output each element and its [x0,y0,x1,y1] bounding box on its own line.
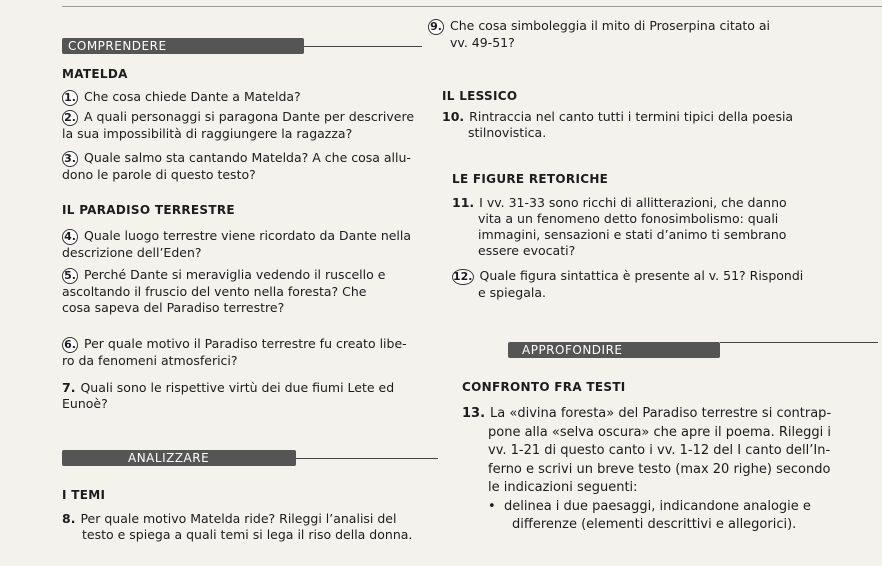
question-13-number: 13. [462,406,486,421]
question-13-line-3: vv. 1-21 di questo canto i vv. 1-12 del I canto dell’In- [488,443,831,458]
question-12-number: 12. [453,270,473,283]
confronto-heading: CONFRONTO FRA TESTI [462,380,626,394]
question-2-line-2: la sua impossibilità di raggiungere la ragazza? [62,126,353,141]
question-10-number: 10. [442,109,465,124]
question-7-number: 7. [62,380,76,395]
comprendere-section-bar [62,38,304,54]
question-5-line-2: ascoltando il fruscio del vento nella foresta? Che [62,284,367,299]
question-12 [452,268,872,301]
temi-heading: I TEMI [62,488,106,502]
approfondire-label: APPROFONDIRE [522,343,623,357]
question-7-line-1: Quali sono le rispettive virtù dei due fiumi Lete ed [80,380,395,395]
question-2 [62,109,434,142]
question-8-number: 8. [62,511,76,526]
question-11 [452,195,872,259]
question-11-number: 11. [452,195,475,210]
question-13 [462,405,874,535]
question-13-line-2: pone alla «selva oscura» che apre il poema. Rileggi i [488,424,831,440]
question-11-line-2: vita a un fenomeno detto fonosimbolismo: quali [478,211,779,226]
question-1-number: 1. [62,90,78,106]
matelda-heading: MATELDA [62,67,128,81]
analizzare-label: ANALIZZARE [128,451,210,465]
question-9 [428,18,868,51]
question-7-line-2: Eunoè? [62,396,108,411]
approfondire-rule [720,342,878,343]
question-13-bullet-line-2: differenze (elementi descrittivi e allegorici). [512,517,797,532]
comprendere-rule [304,46,422,47]
question-7 [62,380,434,412]
question-5-number: 5. [62,268,78,284]
question-6-line-1: Per quale motivo il Paradiso terrestre fu creato libe- [84,336,407,351]
question-13-line-5: le indicazioni seguenti: [488,480,638,495]
question-8-line-1: Per quale motivo Matelda ride? Rileggi l’analisi del [80,511,397,526]
question-11-line-4: essere evocati? [478,243,576,258]
analizzare-section-bar [62,450,296,466]
question-1 [62,89,434,106]
top-rule [62,6,882,7]
question-4-line-1: Quale luogo terrestre viene ricordato da Dante nella [84,228,412,243]
lessico-heading: IL LESSICO [442,89,518,103]
paradiso-heading: IL PARADISO TERRESTRE [62,203,235,217]
question-6 [62,336,434,369]
question-10-line-1: Rintraccia nel canto tutti i termini tipici della poesia [469,109,794,124]
bullet-marker: • [488,498,496,514]
question-9-line-2: vv. 49-51? [450,35,515,50]
question-4-line-2: descrizione dell’Eden? [62,245,202,260]
question-13-line-4: ferno e scrivi un breve testo (max 20 righe) secondo [488,461,831,477]
analizzare-rule [296,458,438,459]
question-8-line-2: testo e spiega a quali temi si lega il riso della donna. [82,527,413,542]
question-5-line-1: Perché Dante si meraviglia vedendo il ruscello e [84,267,386,282]
question-9-number: 9. [428,19,444,35]
question-11-line-1: I vv. 31-33 sono ricchi di allitterazioni, che danno [479,195,787,210]
question-6-number: 6. [62,337,78,353]
question-3-line-1: Quale salmo sta cantando Matelda? A che cosa allu- [84,150,411,165]
question-11-line-3: immagini, sensazioni e stati d’animo ti sembrano [478,227,787,242]
question-12-line-2: e spiegala. [478,285,546,300]
question-12-line-1: Quale figura sintattica è presente al v. 51? Rispondi [479,268,804,283]
comprendere-label: COMPRENDERE [68,39,167,53]
question-10-line-2: stilnovistica. [468,125,547,140]
question-3-number: 3. [62,151,78,167]
question-13-bullet-line-1: delinea i due paesaggi, indicandone analogie e [504,498,811,514]
question-6-line-2: ro da fenomeni atmosferici? [62,353,238,368]
figure-retoriche-heading: LE FIGURE RETORICHE [452,172,609,186]
question-3 [62,150,434,183]
question-4-number: 4. [62,229,78,245]
question-2-line-1: A quali personaggi si paragona Dante per descrivere [84,109,415,124]
question-9-line-1: Che cosa simboleggia il mito di Proserpina citato ai [450,18,771,33]
question-5 [62,267,434,316]
approfondire-section-bar [508,342,720,358]
question-13-line-1: La «divina foresta» del Paradiso terrestre si contrap- [490,406,832,421]
question-2-number: 2. [62,110,78,126]
question-10 [442,109,872,141]
question-1-text: Che cosa chiede Dante a Matelda? [84,89,301,104]
question-3-line-2: dono le parole di questo testo? [62,167,256,182]
question-4 [62,228,434,261]
question-5-line-3: cosa sapeva del Paradiso terrestre? [62,300,285,315]
question-8 [62,511,442,543]
